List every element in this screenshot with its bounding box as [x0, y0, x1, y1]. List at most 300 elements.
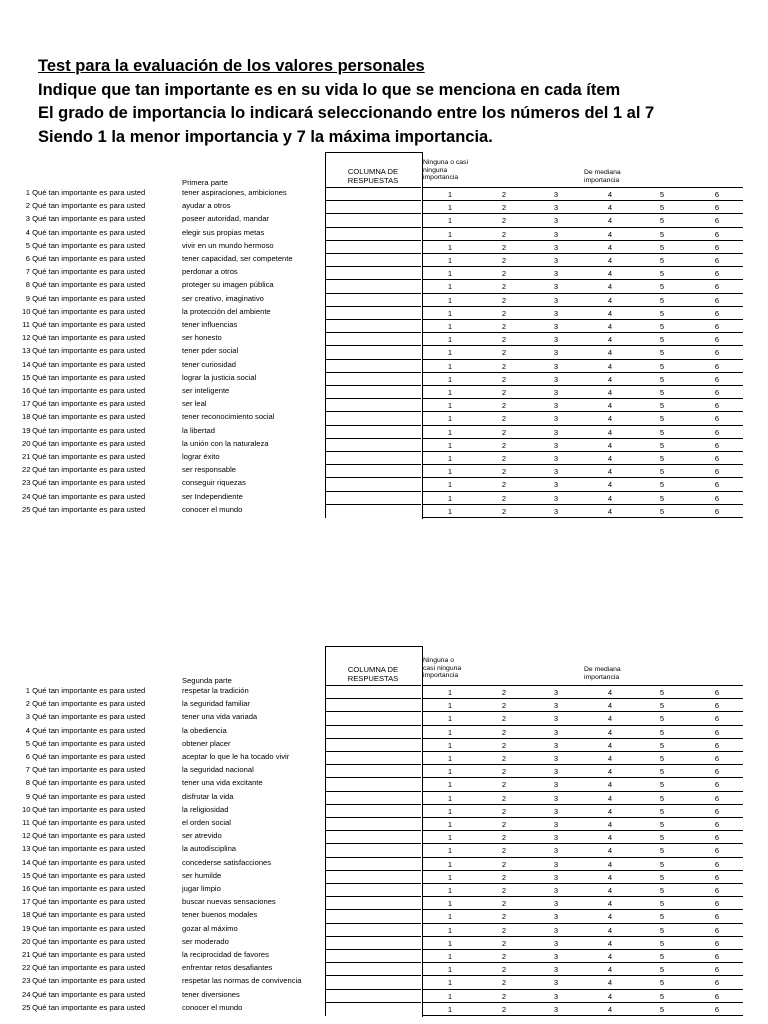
answer-cell[interactable]	[325, 504, 421, 505]
rating-option[interactable]: 4	[607, 820, 613, 829]
rating-option[interactable]: 2	[501, 480, 507, 490]
rating-option[interactable]: 6	[714, 229, 720, 239]
rating-option[interactable]: 3	[553, 938, 559, 948]
rating-option[interactable]: 4	[607, 467, 613, 477]
rating-option[interactable]: 6	[714, 1004, 720, 1014]
rating-option[interactable]: 1	[447, 506, 453, 516]
rating-option[interactable]: 2	[501, 912, 507, 922]
rating-option[interactable]: 2	[501, 899, 507, 909]
rating-option[interactable]: 1	[447, 480, 453, 490]
rating-option[interactable]: 5	[659, 506, 665, 516]
rating-option[interactable]: 4	[607, 793, 613, 803]
rating-option[interactable]: 3	[553, 414, 559, 424]
rating-option[interactable]: 6	[714, 506, 720, 516]
rating-option[interactable]: 5	[659, 295, 665, 305]
rating-option[interactable]: 6	[714, 256, 720, 265]
rating-option[interactable]: 4	[607, 427, 613, 437]
rating-option[interactable]: 2	[501, 335, 507, 345]
answer-cell[interactable]	[325, 764, 421, 765]
answer-cell[interactable]	[325, 240, 421, 241]
rating-option[interactable]: 6	[714, 727, 720, 737]
rating-option[interactable]: 2	[501, 938, 507, 948]
rating-option[interactable]: 5	[659, 991, 665, 1001]
rating-option[interactable]: 4	[607, 242, 613, 252]
rating-option[interactable]: 6	[714, 374, 720, 384]
answer-cell[interactable]	[325, 451, 421, 452]
rating-option[interactable]: 6	[714, 912, 720, 922]
rating-option[interactable]: 3	[553, 952, 559, 961]
rating-option[interactable]: 1	[447, 295, 453, 305]
rating-option[interactable]: 2	[501, 427, 507, 437]
rating-option[interactable]: 6	[714, 454, 720, 463]
rating-option[interactable]: 1	[447, 820, 453, 829]
rating-option[interactable]: 4	[607, 335, 613, 345]
rating-option[interactable]: 3	[553, 493, 559, 503]
rating-option[interactable]: 5	[659, 493, 665, 503]
answer-cell[interactable]	[325, 477, 421, 478]
rating-option[interactable]: 5	[659, 256, 665, 265]
rating-option[interactable]: 1	[447, 242, 453, 252]
answer-cell[interactable]	[325, 883, 421, 884]
rating-option[interactable]: 3	[553, 754, 559, 763]
rating-option[interactable]: 4	[607, 859, 613, 869]
rating-option[interactable]: 6	[714, 203, 720, 213]
rating-option[interactable]: 6	[714, 295, 720, 305]
rating-option[interactable]: 4	[607, 1004, 613, 1014]
rating-option[interactable]: 3	[553, 427, 559, 437]
rating-option[interactable]: 6	[714, 269, 720, 279]
rating-option[interactable]: 2	[501, 440, 507, 450]
rating-option[interactable]: 3	[553, 780, 559, 790]
answer-cell[interactable]	[325, 949, 421, 950]
rating-option[interactable]: 3	[553, 886, 559, 895]
rating-option[interactable]: 4	[607, 740, 613, 750]
rating-option[interactable]: 1	[447, 493, 453, 503]
answer-cell[interactable]	[325, 213, 421, 214]
rating-option[interactable]: 4	[607, 480, 613, 490]
rating-option[interactable]: 4	[607, 701, 613, 711]
rating-option[interactable]: 3	[553, 833, 559, 843]
rating-option[interactable]: 4	[607, 925, 613, 935]
rating-option[interactable]: 3	[553, 978, 559, 988]
rating-option[interactable]: 2	[501, 190, 507, 199]
rating-option[interactable]: 5	[659, 925, 665, 935]
rating-option[interactable]: 6	[714, 899, 720, 909]
rating-option[interactable]: 4	[607, 991, 613, 1001]
rating-option[interactable]: 1	[447, 912, 453, 922]
rating-option[interactable]: 5	[659, 820, 665, 829]
rating-option[interactable]: 4	[607, 454, 613, 463]
rating-option[interactable]: 4	[607, 714, 613, 724]
answer-cell[interactable]	[325, 923, 421, 924]
rating-option[interactable]: 4	[607, 688, 613, 697]
rating-option[interactable]: 3	[553, 767, 559, 777]
rating-option[interactable]: 4	[607, 256, 613, 265]
rating-option[interactable]: 3	[553, 388, 559, 397]
rating-option[interactable]: 5	[659, 414, 665, 424]
rating-option[interactable]: 4	[607, 846, 613, 856]
rating-option[interactable]: 2	[501, 348, 507, 358]
rating-option[interactable]: 2	[501, 833, 507, 843]
rating-option[interactable]: 2	[501, 242, 507, 252]
answer-cell[interactable]	[325, 187, 421, 188]
rating-option[interactable]: 3	[553, 467, 559, 477]
answer-cell[interactable]	[325, 909, 421, 910]
rating-option[interactable]: 6	[714, 991, 720, 1001]
answer-cell[interactable]	[325, 896, 421, 897]
rating-option[interactable]: 2	[501, 991, 507, 1001]
rating-option[interactable]: 4	[607, 295, 613, 305]
rating-option[interactable]: 1	[447, 282, 453, 292]
rating-option[interactable]: 5	[659, 767, 665, 777]
rating-option[interactable]: 4	[607, 322, 613, 331]
rating-option[interactable]: 2	[501, 282, 507, 292]
rating-option[interactable]: 2	[501, 1004, 507, 1014]
rating-option[interactable]: 1	[447, 965, 453, 975]
rating-option[interactable]: 5	[659, 374, 665, 384]
rating-option[interactable]: 3	[553, 701, 559, 711]
rating-option[interactable]: 6	[714, 322, 720, 331]
rating-option[interactable]: 2	[501, 754, 507, 763]
rating-option[interactable]: 4	[607, 767, 613, 777]
rating-option[interactable]: 4	[607, 440, 613, 450]
rating-option[interactable]: 1	[447, 467, 453, 477]
answer-cell[interactable]	[325, 332, 421, 333]
rating-option[interactable]: 4	[607, 414, 613, 424]
rating-option[interactable]: 2	[501, 701, 507, 711]
rating-option[interactable]: 2	[501, 506, 507, 516]
answer-cell[interactable]	[325, 685, 421, 686]
answer-cell[interactable]	[325, 975, 421, 976]
answer-cell[interactable]	[325, 279, 421, 280]
rating-option[interactable]: 6	[714, 886, 720, 895]
answer-cell[interactable]	[325, 857, 421, 858]
rating-option[interactable]: 1	[447, 203, 453, 213]
rating-option[interactable]: 6	[714, 793, 720, 803]
answer-cell[interactable]	[325, 293, 421, 294]
rating-option[interactable]: 2	[501, 767, 507, 777]
rating-option[interactable]: 6	[714, 833, 720, 843]
rating-option[interactable]: 5	[659, 480, 665, 490]
rating-option[interactable]: 2	[501, 295, 507, 305]
answer-cell[interactable]	[325, 870, 421, 871]
rating-option[interactable]: 3	[553, 727, 559, 737]
rating-option[interactable]: 3	[553, 740, 559, 750]
rating-option[interactable]: 6	[714, 806, 720, 816]
answer-cell[interactable]	[325, 830, 421, 831]
answer-cell[interactable]	[325, 989, 421, 990]
rating-option[interactable]: 1	[447, 952, 453, 961]
rating-option[interactable]: 5	[659, 322, 665, 331]
rating-option[interactable]: 4	[607, 401, 613, 411]
answer-cell[interactable]	[325, 725, 421, 726]
rating-option[interactable]: 6	[714, 308, 720, 318]
answer-cell[interactable]	[325, 936, 421, 937]
rating-option[interactable]: 6	[714, 820, 720, 829]
rating-option[interactable]: 2	[501, 714, 507, 724]
rating-option[interactable]: 6	[714, 480, 720, 490]
rating-option[interactable]: 3	[553, 454, 559, 463]
rating-option[interactable]: 6	[714, 754, 720, 763]
rating-option[interactable]: 4	[607, 348, 613, 358]
rating-option[interactable]: 2	[501, 688, 507, 697]
rating-option[interactable]: 2	[501, 872, 507, 882]
rating-option[interactable]: 2	[501, 806, 507, 816]
rating-option[interactable]: 5	[659, 440, 665, 450]
rating-option[interactable]: 2	[501, 361, 507, 371]
rating-option[interactable]: 1	[447, 991, 453, 1001]
rating-option[interactable]: 5	[659, 872, 665, 882]
rating-option[interactable]: 2	[501, 727, 507, 737]
answer-cell[interactable]	[325, 411, 421, 412]
rating-option[interactable]: 3	[553, 256, 559, 265]
rating-option[interactable]: 2	[501, 203, 507, 213]
rating-option[interactable]: 1	[447, 780, 453, 790]
rating-option[interactable]: 3	[553, 965, 559, 975]
answer-cell[interactable]	[325, 385, 421, 386]
rating-option[interactable]: 2	[501, 308, 507, 318]
rating-option[interactable]: 6	[714, 242, 720, 252]
rating-option[interactable]: 5	[659, 938, 665, 948]
rating-option[interactable]: 3	[553, 991, 559, 1001]
rating-option[interactable]: 4	[607, 493, 613, 503]
rating-option[interactable]: 5	[659, 401, 665, 411]
rating-option[interactable]: 2	[501, 978, 507, 988]
rating-option[interactable]: 1	[447, 872, 453, 882]
rating-option[interactable]: 4	[607, 203, 613, 213]
rating-option[interactable]: 5	[659, 190, 665, 199]
rating-option[interactable]: 1	[447, 978, 453, 988]
rating-option[interactable]: 3	[553, 846, 559, 856]
answer-cell[interactable]	[325, 804, 421, 805]
rating-option[interactable]: 6	[714, 440, 720, 450]
rating-option[interactable]: 1	[447, 727, 453, 737]
rating-option[interactable]: 6	[714, 467, 720, 477]
rating-option[interactable]: 5	[659, 388, 665, 397]
answer-cell[interactable]	[325, 200, 421, 201]
rating-option[interactable]: 2	[501, 740, 507, 750]
rating-option[interactable]: 5	[659, 467, 665, 477]
rating-option[interactable]: 5	[659, 727, 665, 737]
rating-option[interactable]: 1	[447, 388, 453, 397]
rating-option[interactable]: 3	[553, 361, 559, 371]
rating-option[interactable]: 3	[553, 190, 559, 199]
rating-option[interactable]: 2	[501, 965, 507, 975]
rating-option[interactable]: 5	[659, 978, 665, 988]
rating-option[interactable]: 2	[501, 454, 507, 463]
rating-option[interactable]: 2	[501, 886, 507, 895]
rating-option[interactable]: 2	[501, 388, 507, 397]
rating-option[interactable]: 5	[659, 846, 665, 856]
rating-option[interactable]: 2	[501, 374, 507, 384]
rating-option[interactable]: 6	[714, 282, 720, 292]
rating-option[interactable]: 3	[553, 440, 559, 450]
answer-cell[interactable]	[325, 751, 421, 752]
rating-option[interactable]: 6	[714, 714, 720, 724]
rating-option[interactable]: 2	[501, 859, 507, 869]
rating-option[interactable]: 1	[447, 348, 453, 358]
rating-option[interactable]: 2	[501, 256, 507, 265]
rating-option[interactable]: 3	[553, 714, 559, 724]
rating-option[interactable]: 5	[659, 242, 665, 252]
answer-cell[interactable]	[325, 491, 421, 492]
rating-option[interactable]: 3	[553, 688, 559, 697]
answer-cell[interactable]	[325, 319, 421, 320]
rating-option[interactable]: 3	[553, 506, 559, 516]
rating-option[interactable]: 6	[714, 414, 720, 424]
rating-option[interactable]: 3	[553, 925, 559, 935]
rating-option[interactable]: 3	[553, 374, 559, 384]
rating-option[interactable]: 4	[607, 282, 613, 292]
rating-option[interactable]: 3	[553, 899, 559, 909]
rating-option[interactable]: 5	[659, 806, 665, 816]
answer-cell[interactable]	[325, 817, 421, 818]
rating-option[interactable]: 2	[501, 820, 507, 829]
rating-option[interactable]: 1	[447, 806, 453, 816]
rating-option[interactable]: 1	[447, 454, 453, 463]
rating-option[interactable]: 6	[714, 361, 720, 371]
rating-option[interactable]: 1	[447, 688, 453, 697]
rating-option[interactable]: 3	[553, 322, 559, 331]
rating-option[interactable]: 1	[447, 846, 453, 856]
rating-option[interactable]: 1	[447, 335, 453, 345]
rating-option[interactable]: 1	[447, 793, 453, 803]
rating-option[interactable]: 3	[553, 859, 559, 869]
rating-option[interactable]: 4	[607, 269, 613, 279]
rating-option[interactable]: 5	[659, 335, 665, 345]
rating-option[interactable]: 5	[659, 348, 665, 358]
rating-option[interactable]: 5	[659, 714, 665, 724]
rating-option[interactable]: 3	[553, 1004, 559, 1014]
rating-option[interactable]: 3	[553, 480, 559, 490]
answer-cell[interactable]	[325, 227, 421, 228]
rating-option[interactable]: 6	[714, 952, 720, 961]
rating-option[interactable]: 4	[607, 899, 613, 909]
rating-option[interactable]: 3	[553, 282, 559, 292]
rating-option[interactable]: 5	[659, 282, 665, 292]
rating-option[interactable]: 1	[447, 859, 453, 869]
rating-option[interactable]: 6	[714, 938, 720, 948]
rating-option[interactable]: 1	[447, 833, 453, 843]
rating-option[interactable]: 5	[659, 754, 665, 763]
rating-option[interactable]: 1	[447, 1004, 453, 1014]
answer-cell[interactable]	[325, 962, 421, 963]
rating-option[interactable]: 3	[553, 401, 559, 411]
rating-option[interactable]: 3	[553, 820, 559, 829]
rating-option[interactable]: 4	[607, 229, 613, 239]
answer-cell[interactable]	[325, 372, 421, 373]
rating-option[interactable]: 2	[501, 414, 507, 424]
rating-option[interactable]: 4	[607, 872, 613, 882]
rating-option[interactable]: 5	[659, 688, 665, 697]
answer-cell[interactable]	[325, 464, 421, 465]
rating-option[interactable]: 6	[714, 216, 720, 226]
rating-option[interactable]: 5	[659, 952, 665, 961]
rating-option[interactable]: 2	[501, 467, 507, 477]
rating-option[interactable]: 4	[607, 190, 613, 199]
rating-option[interactable]: 3	[553, 348, 559, 358]
rating-option[interactable]: 1	[447, 229, 453, 239]
rating-option[interactable]: 5	[659, 1004, 665, 1014]
rating-option[interactable]: 6	[714, 978, 720, 988]
rating-option[interactable]: 2	[501, 780, 507, 790]
answer-cell[interactable]	[325, 698, 421, 699]
rating-option[interactable]: 5	[659, 454, 665, 463]
rating-option[interactable]: 2	[501, 846, 507, 856]
rating-option[interactable]: 1	[447, 401, 453, 411]
rating-option[interactable]: 2	[501, 269, 507, 279]
answer-cell[interactable]	[325, 306, 421, 307]
rating-option[interactable]: 5	[659, 203, 665, 213]
rating-option[interactable]: 4	[607, 361, 613, 371]
rating-option[interactable]: 1	[447, 714, 453, 724]
rating-option[interactable]: 3	[553, 793, 559, 803]
rating-option[interactable]: 1	[447, 361, 453, 371]
rating-option[interactable]: 4	[607, 938, 613, 948]
answer-cell[interactable]	[325, 1002, 421, 1003]
answer-cell[interactable]	[325, 253, 421, 254]
rating-option[interactable]: 3	[553, 216, 559, 226]
rating-option[interactable]: 5	[659, 912, 665, 922]
rating-option[interactable]: 3	[553, 269, 559, 279]
answer-cell[interactable]	[325, 738, 421, 739]
rating-option[interactable]: 4	[607, 754, 613, 763]
rating-option[interactable]: 4	[607, 952, 613, 961]
rating-option[interactable]: 5	[659, 216, 665, 226]
rating-option[interactable]: 5	[659, 740, 665, 750]
rating-option[interactable]: 1	[447, 374, 453, 384]
rating-option[interactable]: 5	[659, 361, 665, 371]
rating-option[interactable]: 3	[553, 242, 559, 252]
rating-option[interactable]: 3	[553, 806, 559, 816]
rating-option[interactable]: 6	[714, 767, 720, 777]
rating-option[interactable]: 1	[447, 701, 453, 711]
rating-option[interactable]: 5	[659, 793, 665, 803]
answer-cell[interactable]	[325, 711, 421, 712]
rating-option[interactable]: 4	[607, 308, 613, 318]
rating-option[interactable]: 4	[607, 965, 613, 975]
rating-option[interactable]: 6	[714, 925, 720, 935]
rating-option[interactable]: 4	[607, 388, 613, 397]
rating-option[interactable]: 4	[607, 978, 613, 988]
answer-cell[interactable]	[325, 398, 421, 399]
rating-option[interactable]: 5	[659, 229, 665, 239]
rating-option[interactable]: 3	[553, 308, 559, 318]
rating-option[interactable]: 6	[714, 493, 720, 503]
rating-option[interactable]: 5	[659, 308, 665, 318]
rating-option[interactable]: 1	[447, 256, 453, 265]
rating-option[interactable]: 5	[659, 899, 665, 909]
rating-option[interactable]: 1	[447, 308, 453, 318]
rating-option[interactable]: 6	[714, 688, 720, 697]
rating-option[interactable]: 1	[447, 740, 453, 750]
rating-option[interactable]: 1	[447, 767, 453, 777]
rating-option[interactable]: 6	[714, 701, 720, 711]
rating-option[interactable]: 1	[447, 322, 453, 331]
answer-cell[interactable]	[325, 791, 421, 792]
rating-option[interactable]: 6	[714, 388, 720, 397]
rating-option[interactable]: 6	[714, 427, 720, 437]
rating-option[interactable]: 2	[501, 216, 507, 226]
answer-cell[interactable]	[325, 843, 421, 844]
answer-cell[interactable]	[325, 425, 421, 426]
rating-option[interactable]: 4	[607, 506, 613, 516]
rating-option[interactable]: 2	[501, 952, 507, 961]
answer-cell[interactable]	[325, 266, 421, 267]
rating-option[interactable]: 6	[714, 780, 720, 790]
rating-option[interactable]: 3	[553, 335, 559, 345]
rating-option[interactable]: 3	[553, 912, 559, 922]
